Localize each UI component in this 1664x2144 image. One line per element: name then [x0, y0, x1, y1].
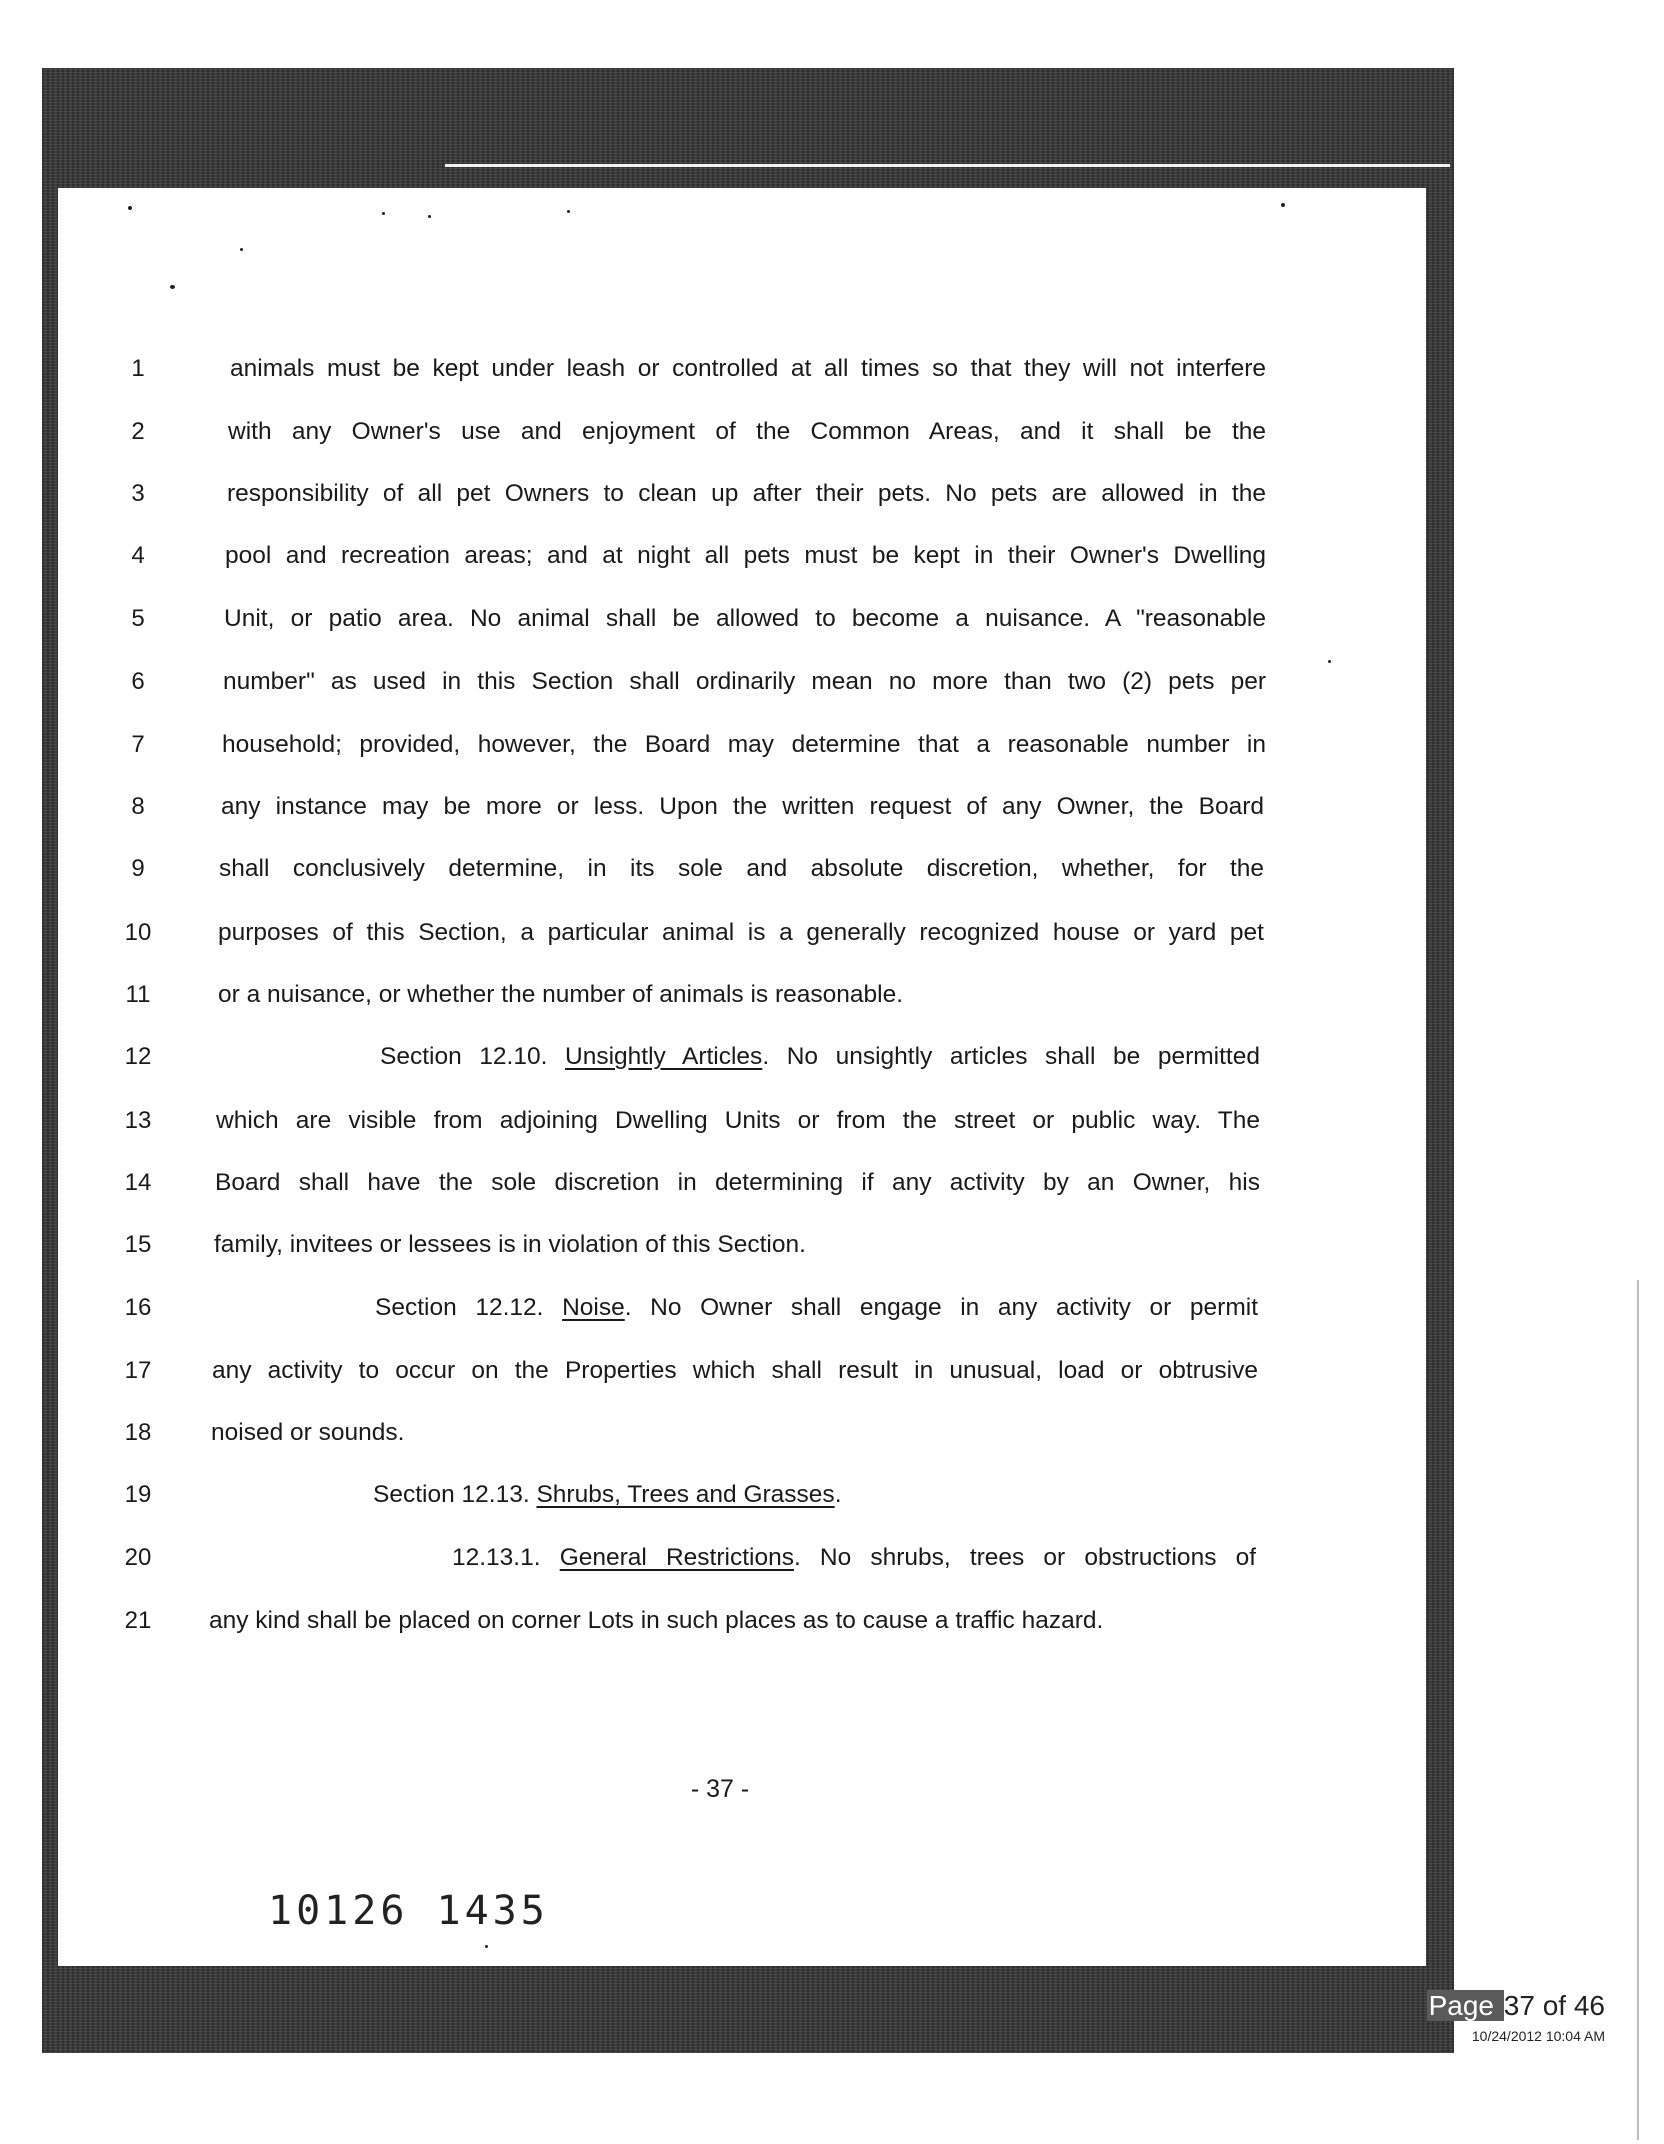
line-number: 4 — [131, 542, 145, 569]
recording-stamp: 10126 1435 — [268, 1888, 549, 1934]
line-number: 7 — [131, 731, 145, 758]
text-run: any activity to occur on the Properties which shall result in unusual, load or obtrusive — [212, 1357, 1258, 1384]
text-run: Section 12.12. — [375, 1294, 563, 1321]
document-page — [58, 188, 1426, 1966]
text-line — [215, 1168, 1260, 1198]
line-number: 14 — [124, 1169, 152, 1196]
text-line — [209, 1606, 1103, 1636]
section-heading: General Restrictions — [559, 1544, 794, 1571]
line-number: 9 — [131, 855, 145, 882]
speck — [567, 210, 570, 213]
text-line — [225, 541, 1266, 571]
text-run: Section 12.13. — [373, 1481, 537, 1508]
text-run: responsibility of all pet Owners to clean up after their pets. No pets are allowed in the — [227, 480, 1266, 507]
text-run: pool and recreation areas; and at night all pets must be kept in their Owner's Dwelling — [225, 542, 1266, 569]
text-run: or a nuisance, or whether the number of animals is reasonable. — [218, 981, 904, 1008]
line-number: 21 — [124, 1607, 152, 1634]
page-number: - 37 - — [690, 1775, 750, 1803]
text-run: Board shall have the sole discretion in determining if any activity by an Owner, his — [215, 1169, 1260, 1196]
text-line — [375, 1293, 1258, 1323]
text-run: Section 12.10. — [380, 1043, 565, 1070]
text-run: . No Owner shall engage in any activity or permit — [624, 1294, 1258, 1321]
page-counter — [1355, 1990, 1605, 2060]
line-number: 13 — [124, 1107, 152, 1134]
text-run: which are visible from adjoining Dwelling Units or from the street or public way. The — [216, 1107, 1260, 1134]
speck — [170, 285, 175, 289]
text-line — [230, 354, 1266, 384]
line-number: 20 — [124, 1544, 152, 1571]
text-run: household; provided, however, the Board may determine that a reasonable number in — [222, 731, 1266, 758]
page-counter-total: of 46 — [1534, 1990, 1605, 2021]
text-line — [211, 1418, 404, 1448]
speck — [428, 215, 431, 218]
text-run: any instance may be more or less. Upon the written request of any Owner, the Board — [221, 793, 1264, 820]
text-line — [380, 1042, 1260, 1072]
text-line — [223, 667, 1266, 697]
speck — [382, 212, 385, 215]
line-number: 2 — [131, 418, 145, 445]
text-run: . — [834, 1481, 842, 1508]
text-line — [222, 730, 1266, 760]
text-line — [227, 479, 1266, 509]
text-run: with any Owner's use and enjoyment of the Common Areas, and it shall be the — [228, 418, 1266, 445]
line-number: 17 — [124, 1357, 152, 1384]
section-heading: Shrubs, Trees and Grasses — [536, 1481, 835, 1508]
line-number: 5 — [131, 605, 145, 632]
text-run: . No unsightly articles shall be permitted — [762, 1043, 1260, 1070]
page-counter-current: 37 — [1503, 1990, 1535, 2021]
line-number: 18 — [124, 1419, 152, 1446]
page-counter-text — [1427, 1990, 1605, 2022]
speck — [128, 206, 132, 210]
line-number: 16 — [124, 1294, 152, 1321]
line-number: 19 — [124, 1481, 152, 1508]
text-line — [218, 980, 903, 1010]
text-run: shall conclusively determine, in its sole and absolute discretion, whether, for the — [219, 855, 1264, 882]
text-run: . No shrubs, trees or obstructions of — [793, 1544, 1256, 1571]
speck — [1328, 660, 1331, 663]
line-number: 15 — [124, 1231, 152, 1258]
text-line — [219, 854, 1264, 884]
text-line — [452, 1543, 1256, 1573]
text-run: number" as used in this Section shall ordinarily mean no more than two (2) pets per — [223, 668, 1266, 695]
line-number: 8 — [131, 793, 145, 820]
right-margin-rule — [1637, 1280, 1639, 2140]
print-datetime: 10/24/2012 10:04 AM — [1471, 2028, 1605, 2044]
speck — [1281, 203, 1285, 207]
section-heading: Unsightly Articles — [565, 1043, 763, 1070]
text-line — [216, 1106, 1260, 1136]
top-rule — [445, 164, 1450, 167]
speck — [240, 248, 243, 251]
text-run: family, invitees or lessees is in violation of this Section. — [214, 1231, 806, 1258]
text-line — [373, 1480, 842, 1510]
text-run: noised or sounds. — [211, 1419, 405, 1446]
page-counter-prefix: Page — [1428, 1990, 1502, 2021]
text-line — [212, 1356, 1258, 1386]
section-heading: Noise — [562, 1294, 625, 1321]
text-run: any kind shall be placed on corner Lots in such places as to cause a traffic hazard. — [209, 1607, 1104, 1634]
text-run: 12.13.1. — [452, 1544, 560, 1571]
line-number: 6 — [131, 668, 145, 695]
text-line — [221, 792, 1264, 822]
line-number: 10 — [124, 919, 152, 946]
text-line — [214, 1230, 806, 1260]
line-number: 12 — [124, 1043, 152, 1070]
text-line — [218, 918, 1264, 948]
line-number: 3 — [131, 480, 145, 507]
line-number: 1 — [131, 355, 145, 382]
speck — [485, 1945, 488, 1948]
text-run: Unit, or patio area. No animal shall be allowed to become a nuisance. A "reasonable — [224, 605, 1266, 632]
text-line — [224, 604, 1266, 634]
line-number: 11 — [125, 981, 151, 1008]
text-run: purposes of this Section, a particular animal is a generally recognized house or yard pet — [218, 919, 1264, 946]
text-run: animals must be kept under leash or controlled at all times so that they will not interfere — [230, 355, 1266, 382]
text-line — [228, 417, 1266, 447]
